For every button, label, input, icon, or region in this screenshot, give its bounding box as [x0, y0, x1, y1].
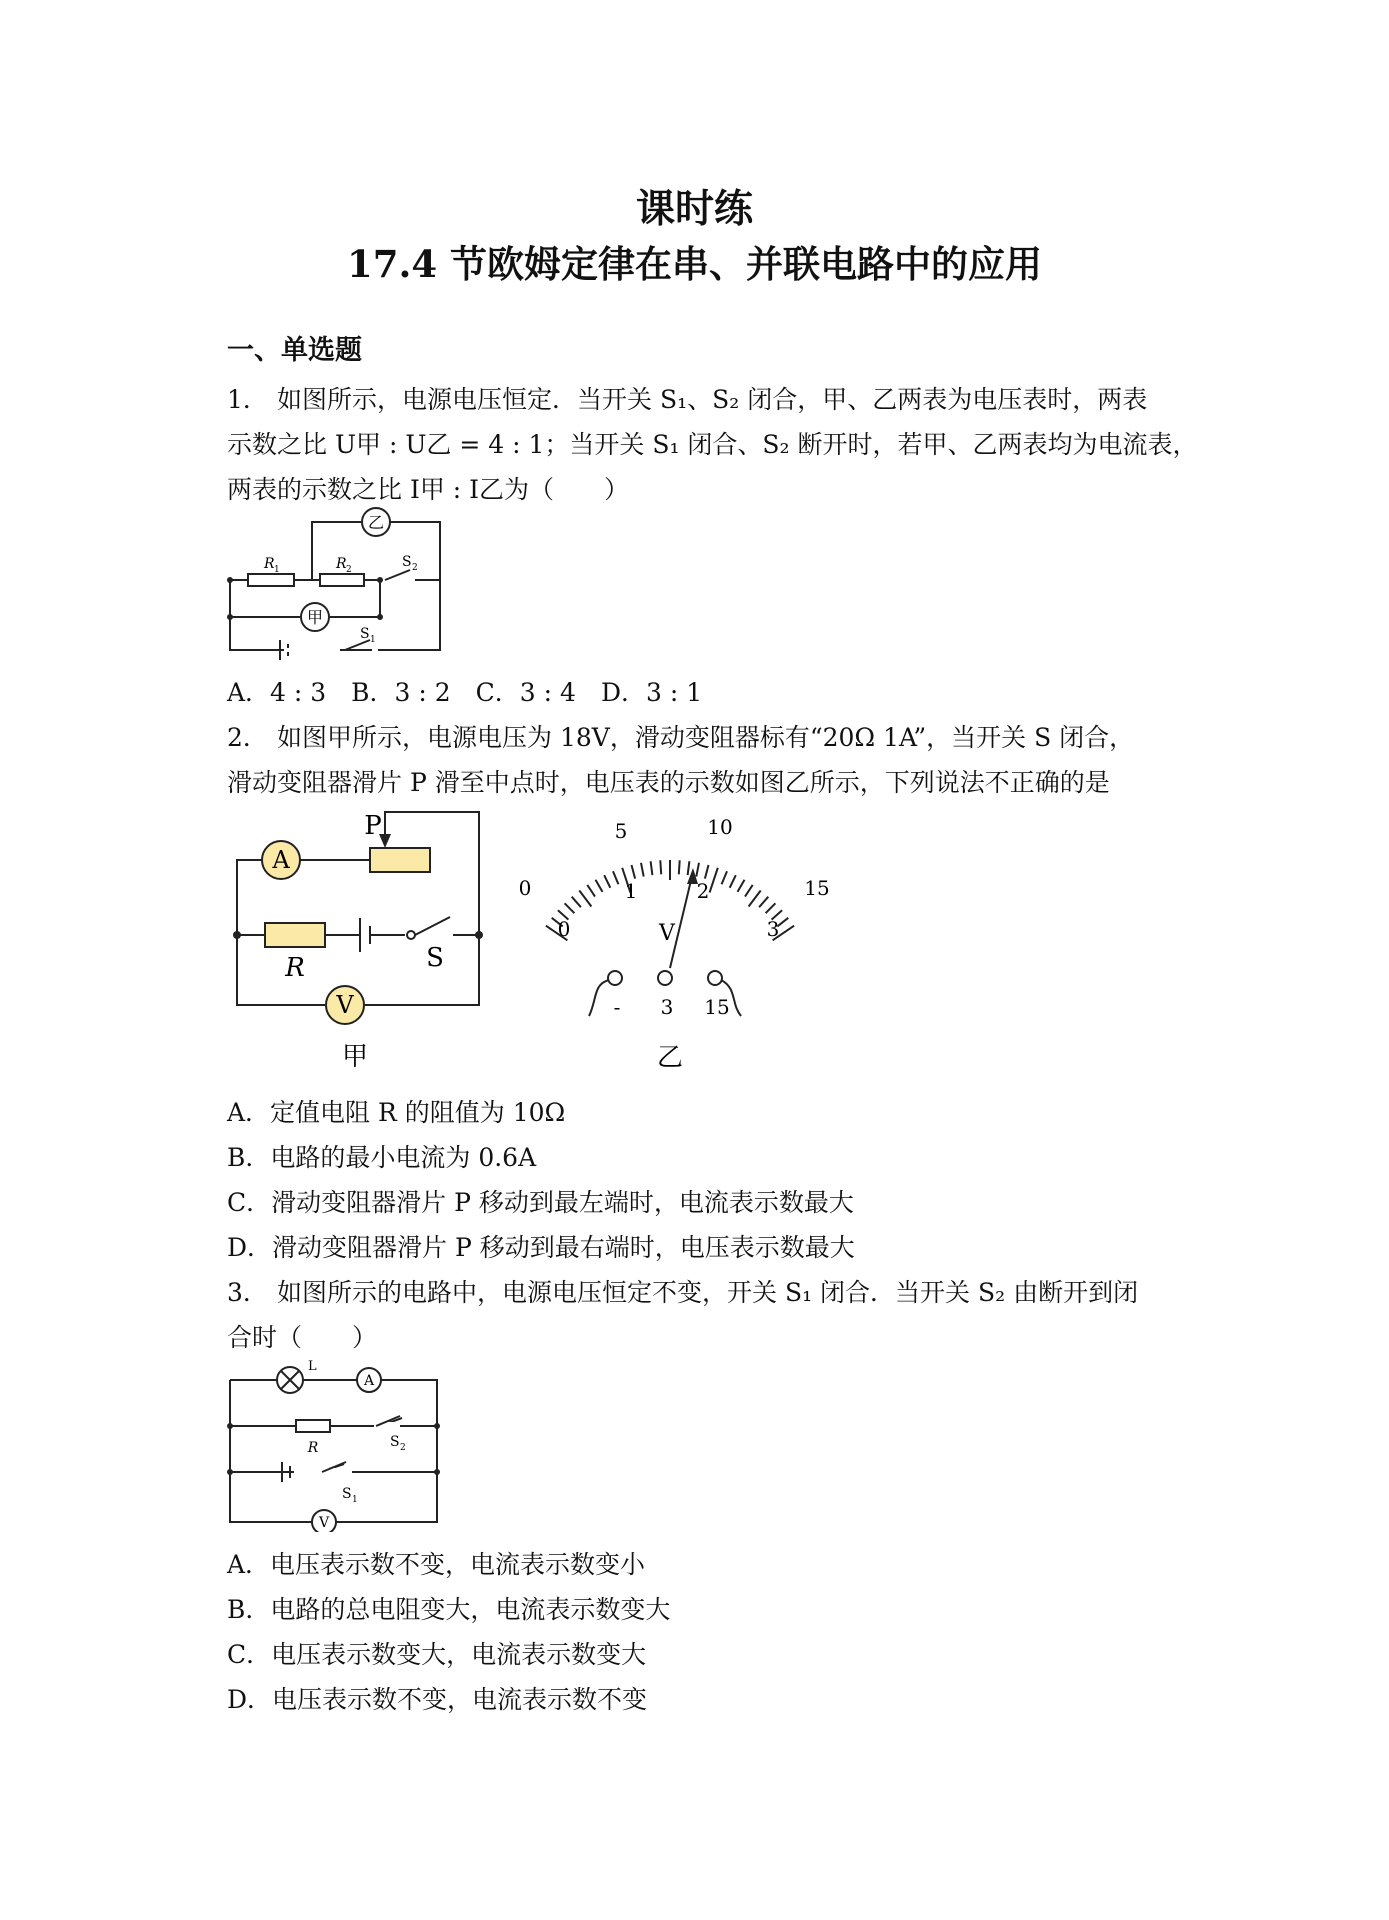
q3-text-1: 如图所示的电路中，电源电压恒定不变，开关 S₁ 闭合．当开关 S₂ 由断开到闭 — [277, 1278, 1139, 1307]
q2-number: 2． — [227, 723, 268, 752]
q3-line1 — [227, 1273, 1138, 1309]
document-subtitle: 17.4 节欧姆定律在串、并联电路中的应用 — [347, 242, 1042, 286]
dial-tick — [596, 880, 603, 892]
q1-line1 — [227, 380, 1147, 416]
q2-option-d: D．滑动变阻器滑片 P 移动到最右端时，电压表示数最大 — [227, 1233, 855, 1262]
dial-tick — [705, 865, 709, 879]
q3-number: 3． — [227, 1278, 268, 1307]
q1-s2-label: S — [402, 554, 412, 570]
q2-switch-label: S — [426, 943, 444, 973]
q3-line2: 合时（ ） — [227, 1323, 378, 1352]
dial-tick — [745, 885, 753, 897]
dial-outer-10: 10 — [707, 815, 733, 839]
dial-tick — [565, 903, 575, 913]
q3-option-b: B．电路的总电阻变大，电流表示数变大 — [227, 1595, 671, 1624]
q1-s1-sub: 1 — [370, 635, 376, 645]
dial-outer-5: 5 — [614, 819, 628, 843]
q1-r1-label: R — [264, 556, 275, 572]
q1-line2: 示数之比 U甲 : U乙 = 4 : 1；当开关 S₁ 闭合、S₂ 断开时，若甲、乙两表均为电流表， — [227, 430, 1198, 459]
document-title: 课时练 — [635, 186, 753, 232]
q2-ammeter-label: A — [272, 846, 290, 874]
q2-option-a: A．定值电阻 R 的阻值为 10Ω — [227, 1098, 566, 1127]
q2-slider-label: P — [364, 811, 382, 841]
q1-line3: 两表的示数之比 I甲 : I乙为（ ） — [227, 475, 630, 504]
q3-option-a: A．电压表示数不变，电流表示数变小 — [227, 1550, 646, 1579]
q1-text-1: 如图所示，电源电压恒定．当开关 S₁、S₂ 闭合，甲、乙两表为电压表时，两表 — [277, 385, 1148, 414]
dial-inner-3: 3 — [766, 917, 780, 941]
q2-option-b: B．电路的最小电流为 0.6A — [227, 1143, 537, 1172]
dial-inner-0: 0 — [557, 917, 571, 941]
q3-s2-sub: 2 — [400, 1443, 406, 1453]
section-title: 一、单选题 — [227, 335, 362, 366]
dial-tick — [759, 897, 768, 908]
q2-caption-yi: 乙 — [656, 1043, 684, 1073]
dial-tick — [587, 885, 595, 897]
q2-line2: 滑动变阻器滑片 P 滑至中点时，电压表的示数如图乙所示，下列说法不正确的是 — [227, 768, 1110, 797]
dial-tick — [641, 863, 644, 877]
q1-number: 1． — [227, 385, 268, 414]
dial-tick — [766, 903, 776, 913]
q1-circuit-diagram — [220, 500, 450, 660]
q1-s2-sub: 2 — [412, 563, 418, 573]
q2-line1 — [227, 718, 1134, 754]
q2-voltmeter-label: V — [336, 991, 354, 1019]
dial-tick — [730, 875, 736, 888]
dial-tick — [688, 861, 690, 875]
q2-voltmeter-dial — [505, 810, 850, 1075]
q3-s2-label: S — [390, 1434, 400, 1450]
dial-tick — [632, 865, 636, 879]
dial-inner-2: 2 — [696, 879, 710, 903]
dial-tick — [710, 868, 718, 893]
q3-s1-sub: 1 — [352, 1495, 358, 1505]
dial-tick — [749, 891, 761, 907]
dial-tick — [679, 860, 680, 874]
q1-s1-label: S — [360, 626, 370, 642]
dial-tick — [738, 880, 745, 892]
dial-terminal-neg: - — [613, 995, 621, 1019]
q3-circuit-diagram — [222, 1352, 457, 1532]
q2-option-c: C．滑动变阻器滑片 P 移动到最左端时，电流表示数最大 — [227, 1188, 854, 1217]
q2-caption-jia: 甲 — [341, 1042, 369, 1070]
q1-r2-sub: 2 — [346, 565, 352, 575]
q2-text-1: 如图甲所示，电源电压为 18V，滑动变阻器标有“20Ω 1A”，当开关 S 闭合， — [277, 723, 1135, 752]
q3-option-d: D．电压表示数不变，电流表示数不变 — [227, 1685, 648, 1714]
q3-lamp-label: L — [308, 1359, 317, 1374]
dial-tick — [604, 875, 610, 888]
q1-meter-a-label: 甲 — [306, 608, 324, 627]
dial-outer-0: 0 — [518, 876, 532, 900]
dial-tick — [722, 871, 727, 884]
dial-unit-label: V — [659, 921, 675, 946]
dial-terminal-15: 15 — [704, 995, 730, 1019]
q1-meter-b-label: 乙 — [367, 513, 385, 532]
dial-terminal-3: 3 — [660, 995, 674, 1019]
q3-option-c: C．电压表示数变大，电流表示数变大 — [227, 1640, 647, 1669]
dial-tick — [613, 871, 618, 884]
q2-circuit-diagram — [225, 800, 490, 1070]
q1-r1-sub: 1 — [274, 565, 280, 575]
dial-outer-15: 15 — [804, 876, 830, 900]
dial-tick — [696, 863, 699, 877]
dial-tick — [579, 891, 591, 907]
dial-tick — [651, 861, 653, 875]
q3-ammeter-label: A — [363, 1373, 375, 1389]
q3-s1-label: S — [342, 1486, 352, 1502]
q1-r2-label: R — [336, 556, 347, 572]
dial-inner-1: 1 — [624, 879, 638, 903]
q2-resistor-label: R — [285, 953, 305, 983]
q3-voltmeter-label: V — [318, 1515, 330, 1531]
q1-options: A．4 : 3 B．3 : 2 C．3 : 4 D．3 : 1 — [227, 678, 703, 707]
dial-tick — [572, 897, 581, 908]
q3-resistor-label: R — [307, 1440, 319, 1456]
dial-tick — [660, 860, 661, 874]
